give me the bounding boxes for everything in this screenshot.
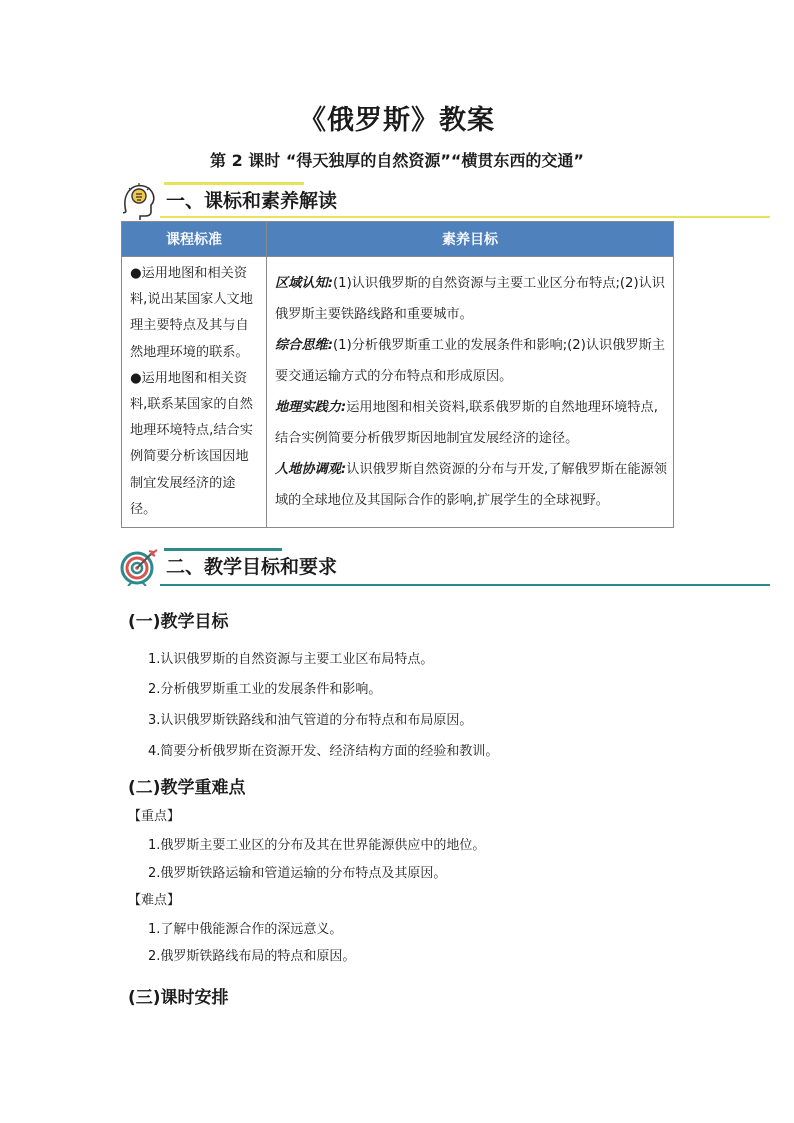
section-accent-bar [164,548,282,551]
section-divider [160,584,770,586]
goal-text: (1)分析俄罗斯重工业的发展条件和影响;(2)认识俄罗斯主要交通运输方式的分布特点和形成原因。 [275,338,665,385]
goal-key: 区域认知: [275,276,334,292]
table-row [122,257,674,528]
list-item: 1.俄罗斯主要工业区的分布及其在世界能源供应中的地位。 [148,838,486,853]
list-item: 1.认识俄罗斯的自然资源与主要工业区布局特点。 [148,652,434,667]
table-header-row [122,222,674,257]
list-item: 1.了解中俄能源合作的深远意义。 [148,922,343,937]
head-lightbulb-icon [120,180,160,220]
section-title: 一、课标和素养解读 [166,190,338,212]
document-title: 《俄罗斯》教案 [299,105,495,136]
list-item: 2.俄罗斯铁路运输和管道运输的分布特点及其原因。 [148,866,447,881]
goal-text: 运用地图和相关资料,联系俄罗斯的自然地理环境特点,结合实例简要分析俄罗斯因地制宜发展经济的途径。 [275,400,658,447]
standards-table [121,221,674,528]
list-item: 3.认识俄罗斯铁路线和油气管道的分布特点和布局原因。 [148,713,473,728]
section-header-teaching-goals [120,546,770,586]
section-accent-bar [164,182,304,185]
goal-item [275,392,667,454]
list-item: 4.简要分析俄罗斯在资源开发、经济结构方面的经验和教训。 [148,744,499,759]
key-points-label: 【重点】 [128,809,181,824]
goal-item [275,454,667,516]
section-title: 二、教学目标和要求 [166,556,338,578]
table-header-standard: 课程标准 [122,222,267,257]
list-item: 2.分析俄罗斯重工业的发展条件和影响。 [148,682,382,697]
document-subtitle: 第 2 课时 “得天独厚的自然资源”“横贯东西的交通” [210,151,584,170]
goal-item [275,268,667,330]
goal-key: 地理实践力: [275,400,347,416]
subheading-key-difficult: (二)教学重难点 [128,778,246,798]
literacy-goals-cell [267,257,674,528]
subheading-schedule: (三)课时安排 [128,988,229,1008]
list-item: 2.俄罗斯铁路线布局的特点和原因。 [148,949,356,964]
goal-item [275,330,667,392]
curriculum-standard-cell: ●运用地图和相关资料,说出某国家人文地理主要特点及其与自然地理环境的联系。●运用地图和相关资料,联系某国家的自然地理环境特点,结合实例简要分析该国因地制宜发展经济的途径。 [122,257,267,528]
section-header-standards [120,180,770,220]
goal-key: 综合思维: [275,338,334,354]
subheading-teaching-goals: (一)教学目标 [128,612,229,632]
section-divider [160,216,770,218]
difficult-points-label: 【难点】 [128,893,181,908]
goal-key: 人地协调观: [275,462,347,478]
target-arrow-icon [120,546,160,586]
goal-text: 认识俄罗斯自然资源的分布与开发,了解俄罗斯在能源领域的全球地位及其国际合作的影响,扩展学生的全球视野。 [275,462,667,509]
goal-text: (1)认识俄罗斯的自然资源与主要工业区分布特点;(2)认识俄罗斯主要铁路线路和重要城市。 [275,276,665,323]
table-header-goals: 素养目标 [267,222,674,257]
